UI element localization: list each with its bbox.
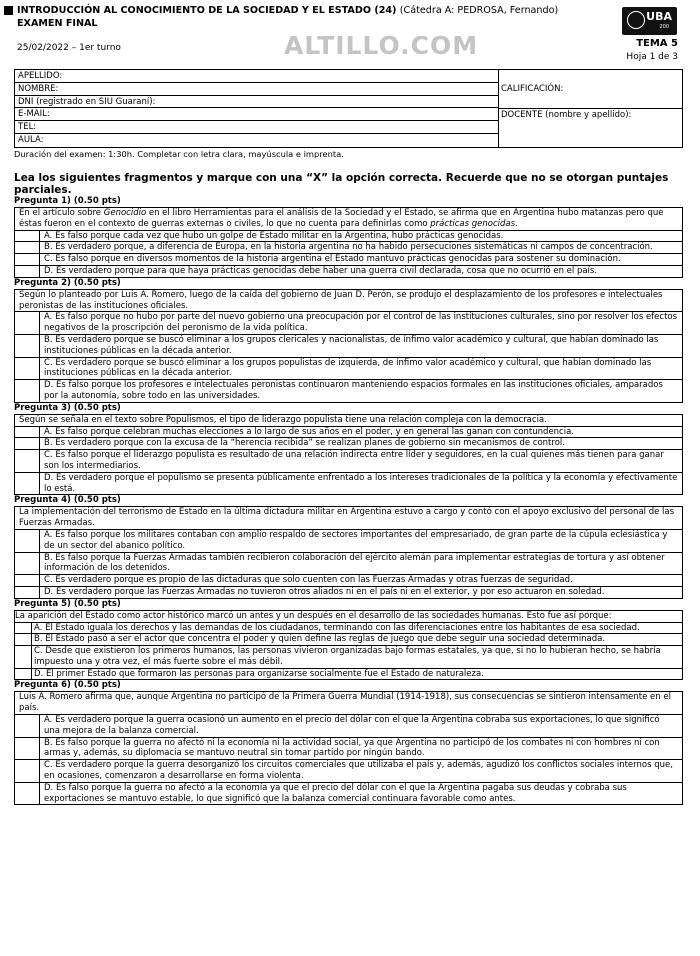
option-text: A. Es verdadero porque la guerra ocasionó un aumento en el precio del dólar con el que la Argentina cobraba sus exportaciones, lo que significó una mejora de la balanza comercial. (44, 715, 660, 736)
answer-box[interactable] (15, 312, 40, 334)
questions (14, 196, 683, 805)
option-text: B. Es verdadero porque con la excusa de la “herencia recibida” se realizan planes de gobierno sin mecanismos de control. (44, 438, 565, 449)
answer-box[interactable] (15, 450, 40, 472)
option-d (14, 266, 683, 278)
question-title: Pregunta 5) (0.50 pts) (14, 598, 121, 609)
option-a (14, 623, 683, 635)
answer-box[interactable] (15, 575, 40, 586)
option-c (14, 646, 683, 669)
answer-box[interactable] (15, 623, 32, 634)
option-a (14, 427, 683, 439)
instructions: Lea los siguientes fragmentos y marque con una “X” la opción correcta. Recuerde que no se otorgan puntajes parciales. (14, 172, 669, 196)
field-aula[interactable]: AULA: (18, 134, 44, 145)
student-fields (15, 70, 499, 147)
option-text: B. Es verdadero porque se buscó eliminar a los grupos clericales y nacionalistas, de ínfimo valor académico y cultural, que habían dominado las instituciones públicas en la década anterior. (44, 334, 659, 356)
duration-note: Duración del examen: 1:30h. Completar con letra clara, mayúscula e imprenta. (14, 149, 344, 159)
option-text: C. Es verdadero porque es propio de las dictaduras que solo cuenten con las Fuerzas Armadas y otras fuerzas de seguridad. (44, 575, 573, 586)
field-docente[interactable]: DOCENTE (nombre y apellido): (501, 110, 632, 120)
answer-box[interactable] (15, 427, 40, 438)
question-5 (14, 599, 683, 681)
option-d (14, 587, 683, 599)
option-d (14, 669, 683, 681)
option-a (14, 530, 683, 553)
student-info-table (14, 69, 683, 148)
answer-box[interactable] (15, 380, 40, 402)
option-text: C. Es verdadero porque la guerra desorganizó los circuitos comerciales que utilizaba el país y, además, agudizó los conflictos sociales internos que, en ocasiones, comenzaron a desarrollarse en forma violenta. (44, 760, 673, 782)
option-text: D. Es verdadero porque el populismo se presenta públicamente enfrentado a los intereses tradicionales de la política y la economía y efectivamente lo está. (44, 472, 678, 494)
field-apellido[interactable]: APELLIDO: (15, 70, 498, 83)
option-text: D. Es falso porque la guerra no afectó a la economía ya que el precio del dólar con el que la Argentina pagaba sus deudas y cobraba sus exportaciones se mantuvo estable, lo que significó que la balanza comercial continuara favorable como antes. (44, 782, 627, 804)
question-title: Pregunta 3) (0.50 pts) (14, 402, 121, 413)
option-text: C. Es falso porque el liderazgo populista es resultado de una relación indirecta entre líder y seguidores, en la cual quienes más tienen para ganar son los intermediarios. (44, 450, 664, 471)
watermark: ALTILLO.COM (284, 31, 479, 60)
answer-box[interactable] (15, 669, 32, 680)
logo-text: UBA (646, 10, 672, 23)
option-text: D. Es verdadero porque las Fuerzas Armadas no tuvieron otros aliados ni en el país ni en el exterior, y por eso actuaron en soledad. (44, 586, 605, 597)
field-dni[interactable]: DNI (registrado en SIU Guaraní): (15, 96, 498, 109)
answer-box[interactable] (15, 530, 40, 552)
option-text: D. Es verdadero porque para que haya prácticas genocidas debe haber una guerra civil declarada, cosa que no ocurrió en el país. (44, 265, 598, 276)
tema: TEMA 5 (636, 38, 678, 49)
question-title: Pregunta 4) (0.50 pts) (14, 495, 121, 506)
answer-box[interactable] (15, 587, 40, 598)
option-b (14, 438, 683, 450)
answer-box[interactable] (15, 738, 40, 760)
option-b (14, 335, 683, 358)
question-stem: La aparición del Estado como actor histórico marcó un antes y un después en el desarrollo de las sociedades humanas. Esto fue así porque: (14, 610, 683, 623)
option-c (14, 358, 683, 381)
field-calificacion[interactable]: CALIFICACIÓN: (498, 70, 682, 109)
answer-box[interactable] (15, 783, 40, 805)
option-text: A. Es falso porque celebran muchas elecciones a lo largo de sus años en el poder, y en general las ganan con contundencia. (44, 426, 575, 437)
answer-box[interactable] (15, 553, 40, 575)
answer-box[interactable] (15, 335, 40, 357)
option-b (14, 738, 683, 761)
question-stem: Según lo planteado por Luis A. Romero, luego de la caída del gobierno de Juan D. Perón, se produjo el desplazamiento de los profesores e intelectuales peronistas de las instituciones oficiales. (14, 289, 683, 313)
uba-seal-icon (627, 11, 645, 29)
field-nombre[interactable]: NOMBRE: (15, 83, 498, 96)
answer-box[interactable] (15, 438, 40, 449)
option-d (14, 473, 683, 496)
option-b (14, 242, 683, 254)
answer-box[interactable] (15, 254, 40, 265)
option-b (14, 634, 683, 646)
option-text: C. Es verdadero porque se buscó eliminar a los grupos populistas de izquierda, de ínfimo valor académico y cultural, que habían dominado las instituciones públicas en la década anterior. (44, 357, 652, 379)
answer-box[interactable] (15, 715, 40, 737)
option-c (14, 254, 683, 266)
catedra: (Cátedra A: PEDROSA, Fernando) (399, 5, 559, 16)
page-count: Hoja 1 de 3 (626, 52, 678, 62)
option-a (14, 715, 683, 738)
question-title: Pregunta 6) (0.50 pts) (14, 680, 121, 691)
field-email[interactable]: E-MAIL: (15, 108, 498, 121)
exam-title (17, 5, 558, 16)
answer-box[interactable] (15, 473, 40, 495)
question-4 (14, 495, 683, 598)
question-stem: La implementación del terrorismo de Estado en la última dictadura militar en Argentina estuvo a cargo y contó con el apoyo exclusivo del personal de las Fuerzas Armadas. (14, 506, 683, 530)
question-title: Pregunta 1) (0.50 pts) (14, 196, 121, 206)
question-2 (14, 278, 683, 403)
option-d (14, 380, 683, 403)
option-a (14, 231, 683, 243)
option-d (14, 783, 683, 806)
question-6 (14, 680, 683, 805)
question-3 (14, 403, 683, 496)
option-text: B. Es verdadero porque, a diferencia de Europa, en la historia argentina no ha habido persecuciones sistemáticas ni campos de concentración. (44, 242, 653, 253)
option-text: A. Es falso porque cada vez que hubo un golpe de Estado militar en la Argentina, hubo prácticas genocidas. (44, 230, 504, 241)
option-text: B. Es falso porque la guerra no afectó ni la economía ni la actividad social, ya que Argentina no participó de los combates ni con hombres ni con armas y, además, su diplomacia se mantuvo neutral sin tomar partido por ningún bando. (44, 737, 660, 759)
option-text: D. El primer Estado que formaron las personas para organizarse socialmente fue el Estado de naturaleza. (34, 668, 484, 679)
exam-subtitle: EXAMEN FINAL (17, 18, 98, 29)
option-text: A. Es falso porque no hubo por parte del nuevo gobierno una preocupación por el control de las instituciones culturales, sino por resolver los efectos negativos de la proscripción del peronismo de la vida política. (44, 312, 678, 334)
question-stem: En el artículo sobre Genocidio en el libro Herramientas para el análisis de la Sociedad y el Estado, se afirma que en Argentina hubo matanzas pero que éstas fueron en el contexto de guerras externas o civiles, lo que no cuenta para definirlas como prácticas genocidas. (14, 207, 683, 231)
logo-sub: 200 (659, 24, 669, 30)
answer-box[interactable] (15, 242, 40, 253)
option-text: D. Es falso porque los profesores e intelectuales peronistas continuaron manteniendo espacios formales en las instituciones oficiales, amparados por la autonomía, sobre todo en las universidades. (44, 380, 663, 401)
option-text: A. El Estado iguala los derechos y las demandas de los ciudadanos, terminando con las diferenciaciones entre los habitantes de esa sociedad. (34, 622, 640, 633)
option-c (14, 760, 683, 783)
question-title: Pregunta 2) (0.50 pts) (14, 277, 121, 288)
option-text: B. El Estado pasó a ser el actor que concentra el poder y quien define las reglas de juego que debe seguir una sociedad determinada. (34, 634, 606, 645)
answer-box[interactable] (15, 634, 32, 645)
option-text: B. Es falso porque la Fuerzas Armadas también recibieron colaboración del ejército alemán para implementar estrategias de tortura y así obtener información de los detenidos. (44, 552, 665, 574)
answer-box[interactable] (15, 358, 40, 380)
option-b (14, 553, 683, 576)
grading-fields (498, 70, 682, 147)
question-1 (14, 196, 683, 278)
uba-logo (622, 7, 677, 35)
question-stem: Según se señala en el texto sobre Populismos, el tipo de liderazgo populista tiene una relación compleja con la democracia. (14, 414, 683, 427)
answer-box[interactable] (15, 646, 32, 668)
question-stem: Luis A. Romero afirma que, aunque Argentina no participó de la Primera Guerra Mundial (1914-1918), sus consecuencias se sintieron intensamente en el país. (14, 691, 683, 715)
option-text: C. Desde que existieron los primeros humanos, las personas vivieron organizadas bajo formas estatales, ya que, si no lo hubieran hecho, se habría impuesto una y otra vez, el más fuerte sobre el más débil. (34, 646, 661, 667)
field-tel[interactable]: TEL: (15, 121, 498, 134)
option-c (14, 450, 683, 473)
exam-date: 25/02/2022 – 1er turno (17, 43, 121, 53)
answer-box[interactable] (15, 266, 40, 277)
option-text: A. Es falso porque los militares contaban con amplio respaldo de sectores importantes del empresariado, de gran parte de la cúpula eclesiástica y de un sector del abanico político. (44, 529, 668, 551)
option-text: C. Es falso porque en diversos momentos de la historia argentina el Estado mantuvo prácticas genocidas para sostener su dominación. (44, 254, 621, 265)
header-square (4, 6, 13, 15)
answer-box[interactable] (15, 231, 40, 242)
course-name: INTRODUCCIÓN AL CONOCIMIENTO DE LA SOCIEDAD Y EL ESTADO (24) (17, 5, 397, 16)
option-a (14, 312, 683, 335)
answer-box[interactable] (15, 760, 40, 782)
option-c (14, 575, 683, 587)
